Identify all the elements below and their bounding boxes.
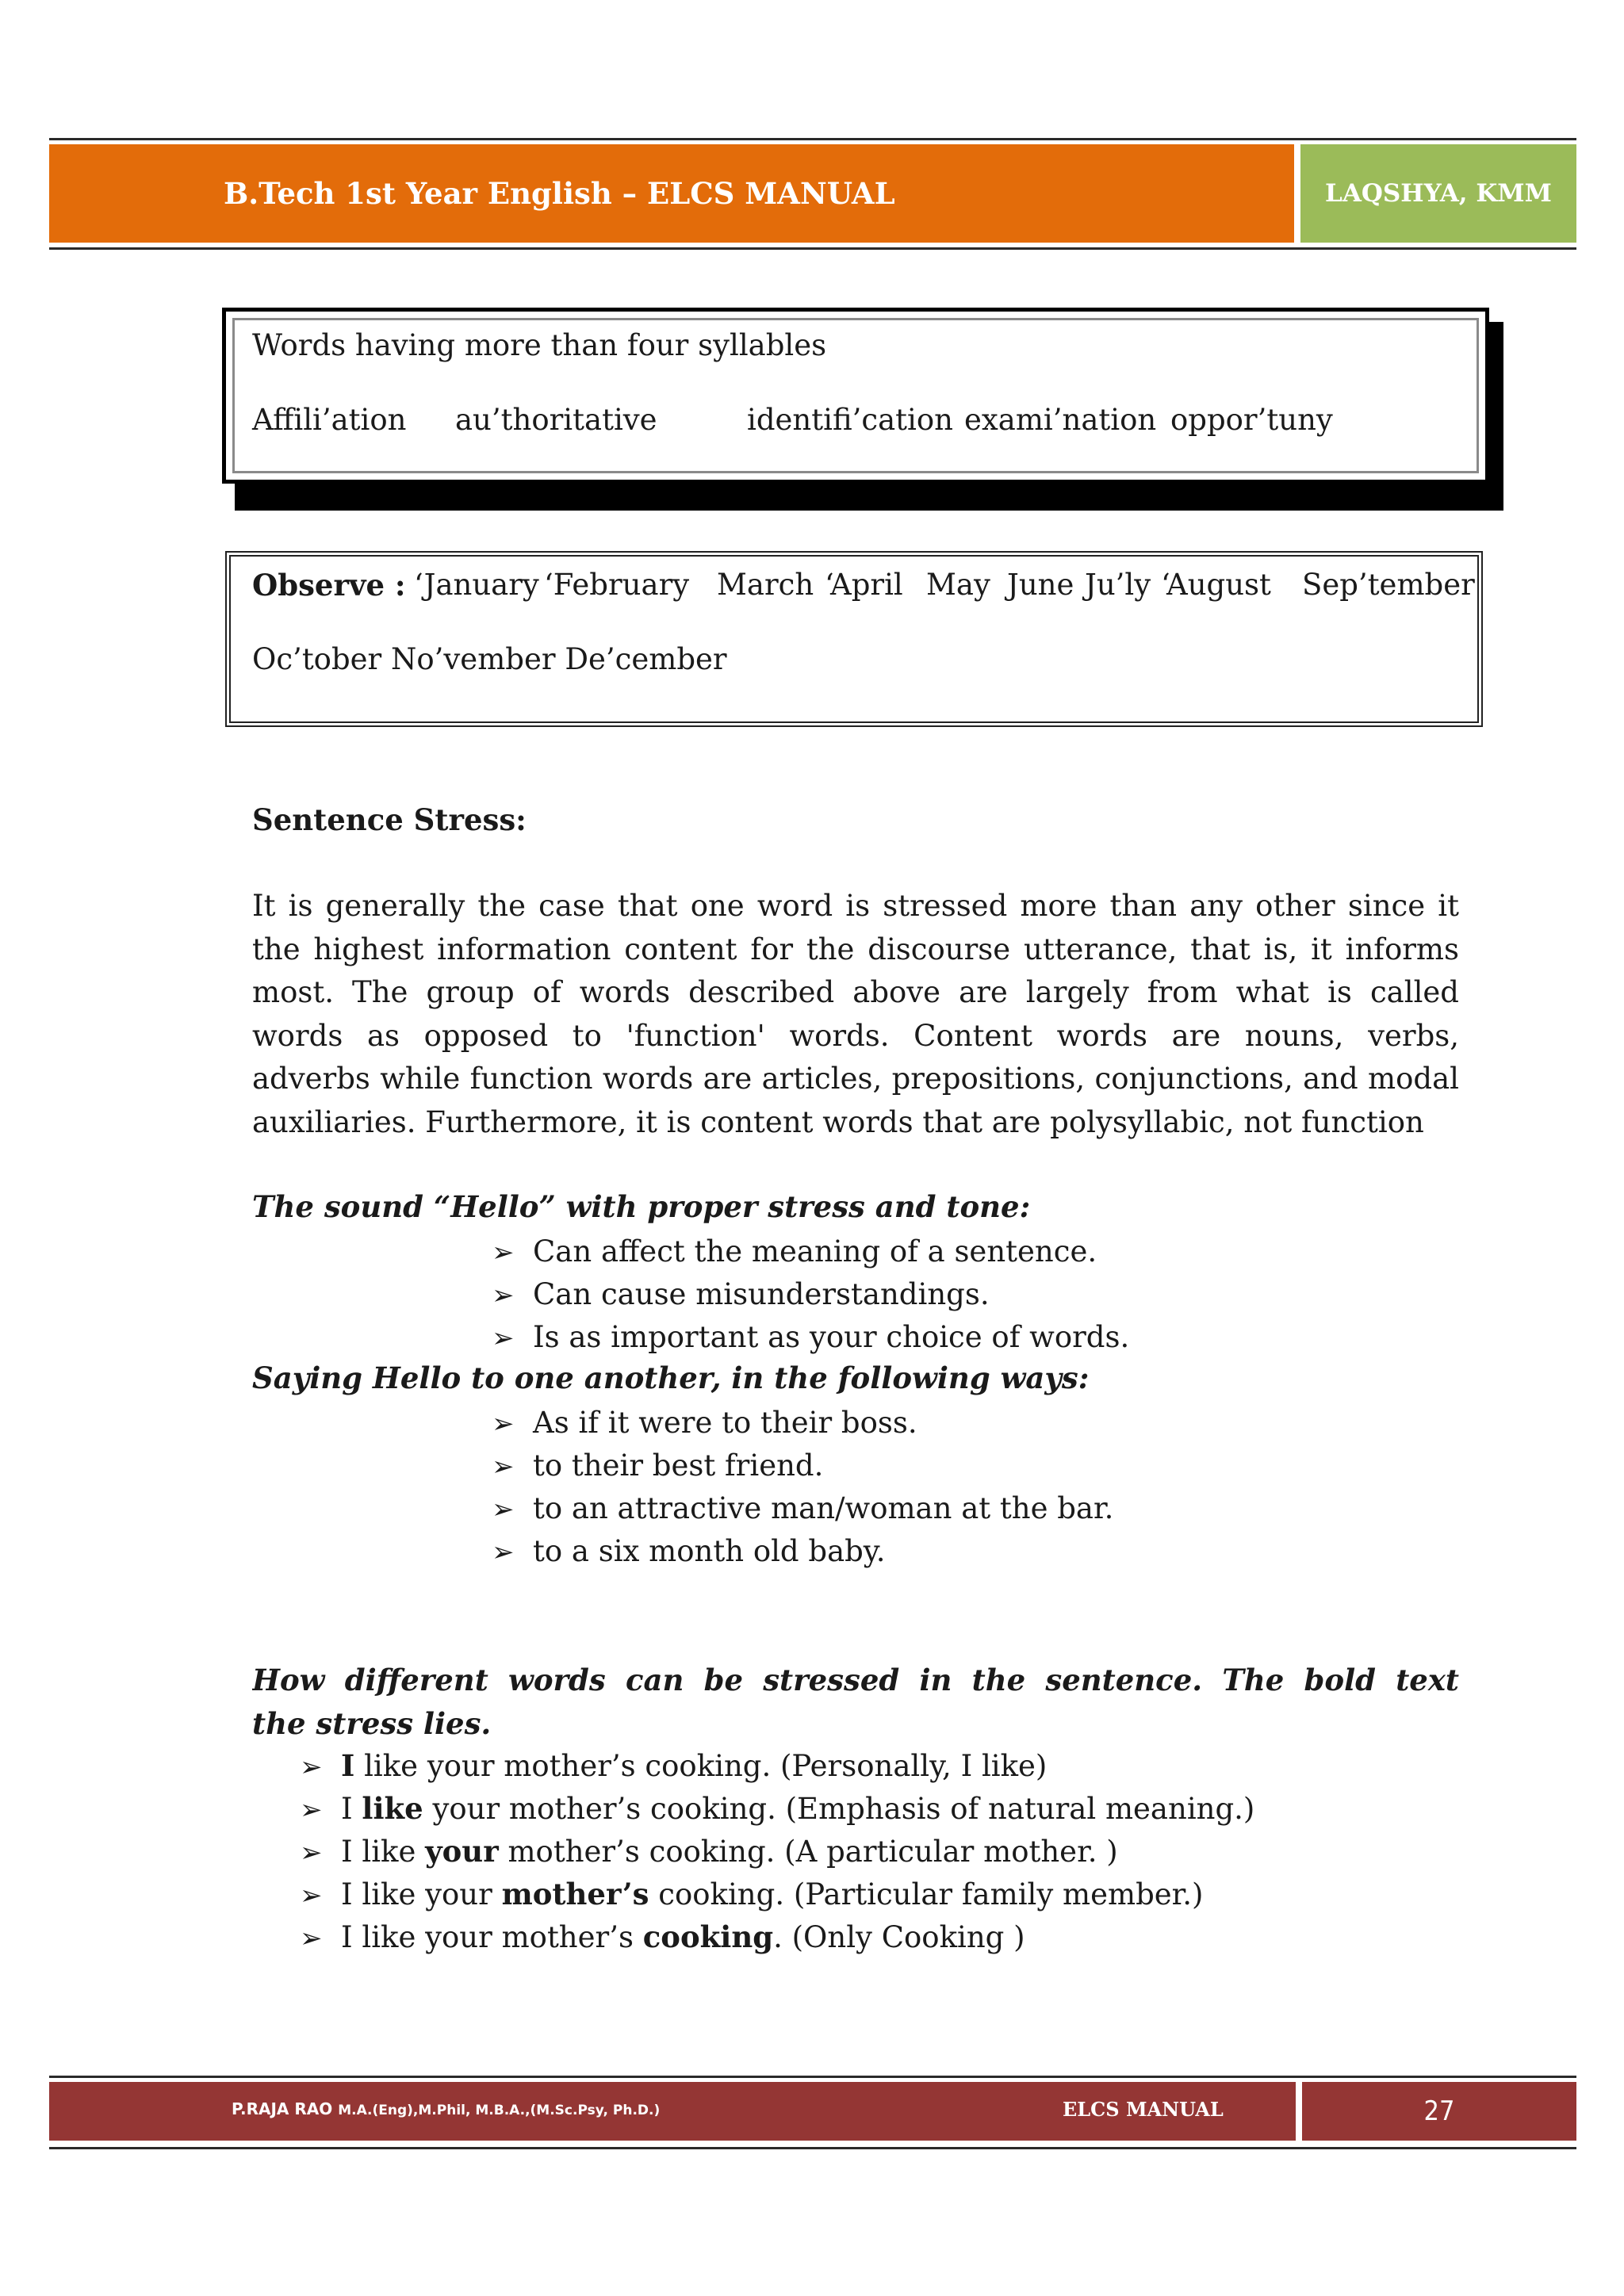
list-item: ➢ to an attractive man/woman at the bar. (492, 1487, 1113, 1531)
list-item: ➢ I like your mother’s cooking. (A particular mother. ) (300, 1830, 1118, 1874)
sentence-stress-heading: Sentence Stress: (252, 802, 527, 837)
footer-top-rule (49, 2076, 1576, 2078)
stress-heading-line: How different words can be stressed in the sentence. The bold text (252, 1663, 1459, 1697)
arrow-bullet-icon: ➢ (492, 1536, 515, 1568)
ways-heading: Saying Hello to one another, in the following ways: (252, 1360, 1090, 1395)
syllable-word: identifi’cation (747, 403, 953, 437)
list-item: ➢ to a six month old baby. (492, 1530, 886, 1574)
footer-bottom-rule (49, 2147, 1576, 2149)
header-org-bar (1300, 144, 1576, 243)
paragraph-line: It is generally the case that one word is stressed more than any other since it (252, 889, 1459, 923)
footer-author-bar (49, 2082, 1296, 2141)
syllable-word: oppor’tuny (1170, 403, 1333, 437)
arrow-bullet-icon: ➢ (492, 1494, 515, 1525)
header-top-rule (49, 138, 1576, 140)
syllable-word: Affili’ation (252, 403, 407, 437)
arrow-bullet-icon: ➢ (492, 1451, 515, 1483)
arrow-bullet-icon: ➢ (300, 1794, 323, 1826)
paragraph-line: the highest information content for the discourse utterance, that is, it informs (252, 932, 1459, 966)
month-word: Ju’ly (1085, 568, 1151, 602)
list-item: ➢ I like your mother’s cooking. (Personally, I like) (300, 1744, 1047, 1789)
syllable-word: au’thoritative (455, 403, 657, 437)
arrow-bullet-icon: ➢ (300, 1751, 323, 1783)
stress-heading-line: the stress lies. (252, 1705, 492, 1741)
arrow-bullet-icon: ➢ (492, 1408, 515, 1440)
list-item: ➢ Can affect the meaning of a sentence. (492, 1230, 1097, 1274)
syllable-heading: Words having more than four syllables (252, 328, 827, 362)
arrow-bullet-icon: ➢ (492, 1237, 515, 1269)
list-item: ➢ I like your mother’s cooking. (Only Cooking ) (300, 1915, 1025, 1960)
month-word: ‘August (1161, 568, 1271, 602)
month-word: June (1007, 568, 1074, 602)
paragraph-line: auxiliaries. Furthermore, it is content words that are polysyllabic, not function (252, 1104, 1424, 1139)
sentence-stress-paragraph (252, 885, 1459, 1145)
header-bottom-rule (49, 247, 1576, 250)
list-item: ➢ Can cause misunderstandings. (492, 1273, 990, 1317)
header-title: B.Tech 1st Year English – ELCS MANUAL (224, 176, 895, 211)
stress-heading (252, 1659, 1459, 1745)
observe-label: Observe : (252, 568, 406, 603)
list-item: ➢ I like your mother’s cooking. (Particular family member.) (300, 1873, 1204, 1917)
list-item: ➢ Is as important as your choice of words. (492, 1316, 1129, 1360)
arrow-bullet-icon: ➢ (492, 1322, 515, 1354)
list-item: ➢ I like your mother’s cooking. (Emphasis of natural meaning.) (300, 1787, 1254, 1831)
arrow-bullet-icon: ➢ (300, 1880, 323, 1911)
hello-heading: The sound “Hello” with proper stress and tone: (252, 1189, 1031, 1224)
month-word: ‘January (414, 568, 539, 602)
list-item: ➢ As if it were to their boss. (492, 1402, 917, 1445)
footer-author: P.RAJA RAO M.A.(Eng),M.Phil, M.B.A.,(M.Sc.Psy, Ph.D.) (232, 2099, 661, 2118)
arrow-bullet-icon: ➢ (492, 1280, 515, 1311)
paragraph-line: most. The group of words described above are largely from what is called (252, 975, 1459, 1010)
month-word: ‘April (825, 568, 903, 602)
month-word: March (717, 568, 814, 602)
observe-line-2: Oc’tober No’vember De’cember (252, 642, 727, 676)
month-word: ‘February (544, 568, 690, 602)
paragraph-line: adverbs while function words are articles, prepositions, conjunctions, and modal (252, 1062, 1459, 1096)
page-number: 27 (1302, 2082, 1576, 2141)
footer-manual: ELCS MANUAL (1063, 2098, 1224, 2121)
header-org: LAQSHYA, KMM (1325, 179, 1552, 208)
list-item: ➢ to their best friend. (492, 1445, 823, 1488)
month-word: May (926, 568, 990, 602)
month-word: Sep’tember (1302, 568, 1475, 602)
paragraph-line: words as opposed to 'function' words. Content words are nouns, verbs, (252, 1018, 1459, 1053)
header-title-bar (49, 144, 1294, 243)
arrow-bullet-icon: ➢ (300, 1923, 323, 1954)
syllable-word: exami’nation (964, 403, 1157, 437)
arrow-bullet-icon: ➢ (300, 1837, 323, 1869)
